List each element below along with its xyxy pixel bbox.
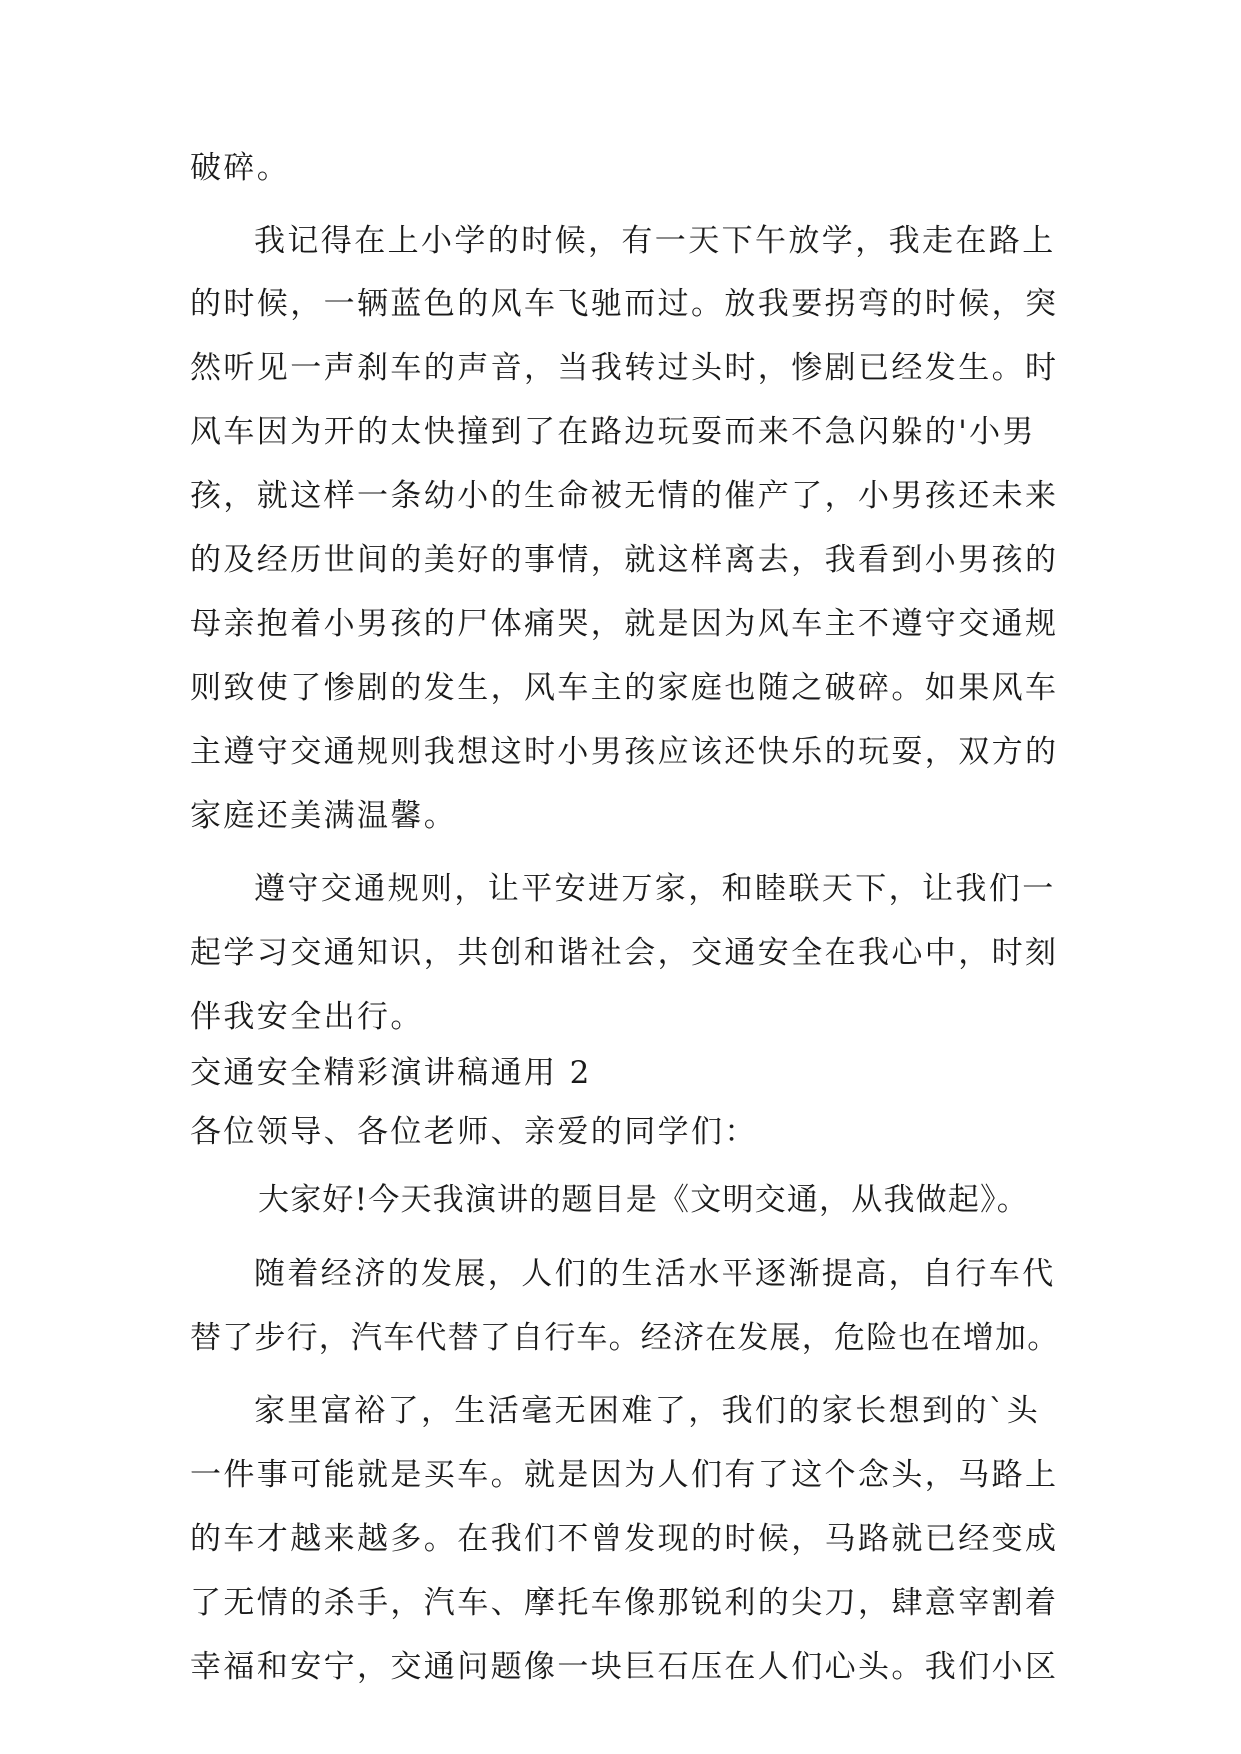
text-line-18: 随着经济的发展，人们的生活水平逐渐提高，自行车代	[254, 1256, 1056, 1292]
text-line-6: 孩，就这样一条幼小的生命被无情的催产了，小男孩还未来	[190, 478, 1059, 514]
text-line-14: 伴我安全出行。	[190, 999, 424, 1035]
text-line-7: 的及经历世间的美好的事情，就这样离去，我看到小男孩的	[190, 542, 1059, 578]
text-line-8: 母亲抱着小男孩的尸体痛哭，就是因为风车主不遵守交通规	[190, 606, 1059, 642]
text-line-10: 主遵守交通规则我想这时小男孩应该还快乐的玩耍，双方的	[190, 734, 1059, 770]
text-line-21: 一件事可能就是买车。就是因为人们有了这个念头，马路上	[190, 1457, 1059, 1493]
text-line-13: 起学习交通知识，共创和谐社会，交通安全在我心中，时刻	[190, 935, 1059, 971]
text-line-19: 替了步行，汽车代替了自行车。经济在发展，危险也在增加。	[190, 1320, 1060, 1356]
text-line-5: 风车因为开的太快撞到了在路边玩耍而来不急闪躲的'小男	[190, 414, 1036, 450]
text-line-20: 家里富裕了，生活毫无困难了，我们的家长想到的`头	[254, 1393, 1041, 1429]
text-line-1: 破碎。	[190, 150, 291, 186]
text-line-11: 家庭还美满温馨。	[190, 798, 458, 834]
text-line-2: 我记得在上小学的时候，有一天下午放学，我走在路上	[254, 223, 1056, 259]
text-line-22: 的车才越来越多。在我们不曾发现的时候，马路就已经变成	[190, 1521, 1059, 1557]
text-line-4: 然听见一声刹车的声音，当我转过头时，惨剧已经发生。时	[190, 350, 1059, 386]
text-line-17: 大家好!今天我演讲的题目是《文明交通，从我做起》。	[258, 1182, 1029, 1218]
section-title: 交通安全精彩演讲稿通用 2	[190, 1055, 592, 1091]
text-line-23: 了无情的杀手，汽车、摩托车像那锐利的尖刀，肆意宰割着	[190, 1585, 1059, 1621]
text-line-3: 的时候，一辆蓝色的风车飞驰而过。放我要拐弯的时候，突	[190, 286, 1059, 322]
text-line-24: 幸福和安宁，交通问题像一块巨石压在人们心头。我们小区	[190, 1649, 1059, 1685]
salutation: 各位领导、各位老师、亲爱的同学们：	[190, 1114, 758, 1150]
text-line-9: 则致使了惨剧的发生，风车主的家庭也随之破碎。如果风车	[190, 670, 1059, 706]
text-line-12: 遵守交通规则，让平安进万家，和睦联天下，让我们一	[254, 871, 1056, 907]
